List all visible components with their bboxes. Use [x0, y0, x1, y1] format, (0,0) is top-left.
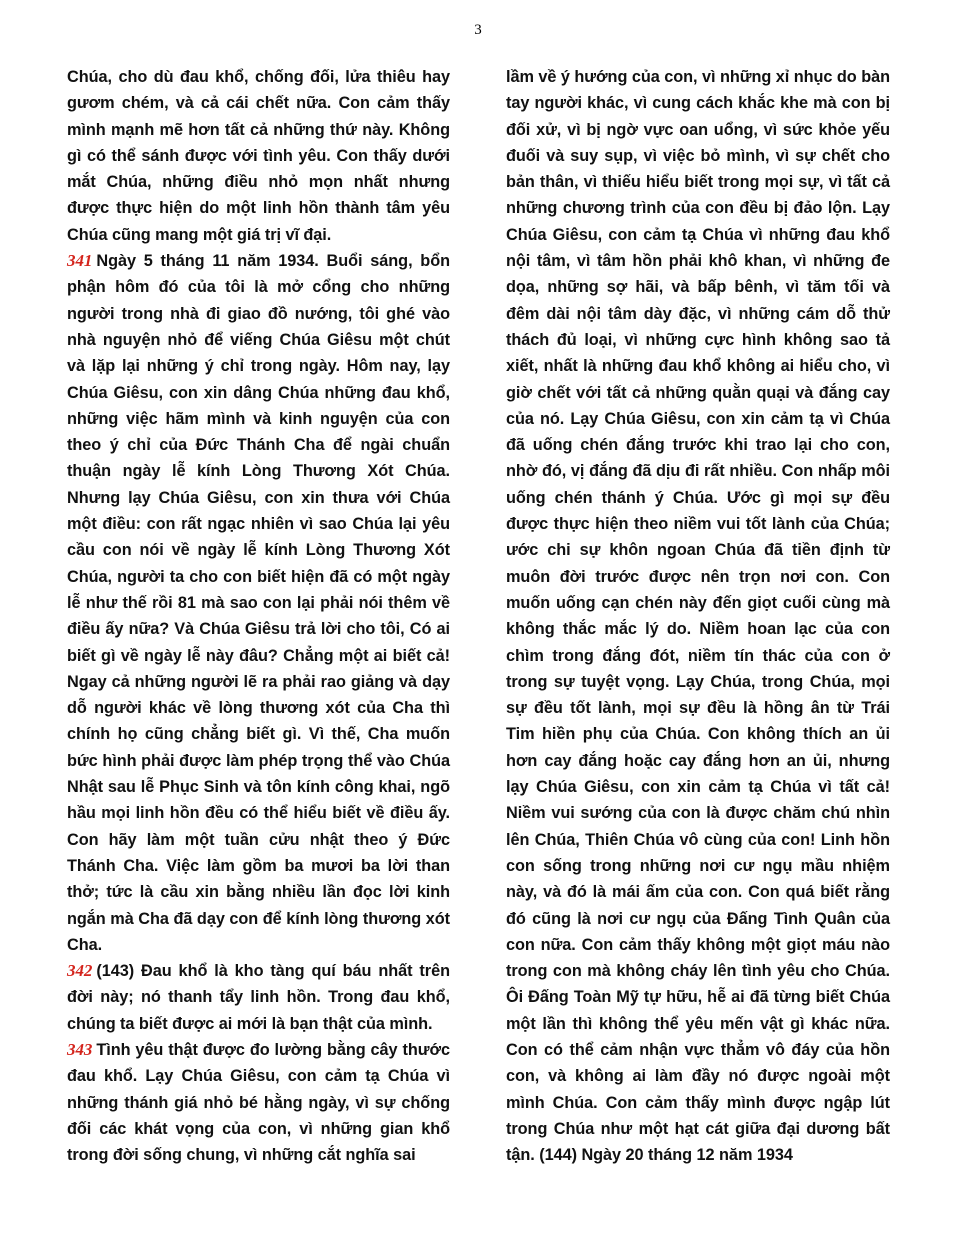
left-column [67, 64, 450, 1168]
paragraph-text: lầm về ý hướng của con, vì những xỉ nhục do bàn tay người khác, vì cung cách khắc khe mà con bị đối xử, vì bị ngờ vực oan uổng, vì sức khỏe yếu đuối và suy sụp, vì việc bỏ mình, vì sự chết cho bản thân, vì thiếu hiểu biết trong mọi sự, vì tất cả những chương trình của con đều bị đảo lộn. Lạy Chúa Giêsu, con cảm tạ Chúa vì những đau khổ nội tâm, vì tâm hồn phải khô khan, vì những đe dọa, những sợ hãi, và bấp bênh, vì tăm tối và đêm dài nội tâm dày đặc, vì những cám dỗ thử thách đủ loại, vì những cực hình không sao tả xiết, nhất là những đau khổ không ai hiểu cho, vì giờ chết với tất cả những quằn quại và đắng cay của nó. Lạy Chúa Giêsu, con xin cảm tạ vì Chúa đã uống chén đắng trước khi trao lại cho con, nhờ đó, vị đắng đã dịu đi rất nhiều. Con nhấp môi uống chén thánh ý Chúa. Ước gì mọi sự đều được thực hiện theo niềm vui tốt lành của Chúa; ước chi sự khôn ngoan Chúa đã tiền định từ muôn đời trước được nên trọn nơi con. Con muốn uống cạn chén này đến giọt cuối cùng mà không thắc mắc lý do. Niềm hoan lạc của con chìm trong đắng đót, niềm tín thác của con ở trong sự tuyệt vọng. Lạy Chúa, trong Chúa, mọi sự đều tốt lành, mọi sự đều là hồng ân từ Trái Tim hiền phụ của Chúa. Con không thích an ủi hơn cay đắng hoặc cay đắng hơn an ủi, nhưng lạy Chúa Giêsu, con xin cảm tạ Chúa vì tất cả! Niềm vui sướng của con là được chăm chú nhìn lên Chúa, Thiên Chúa vô cùng của con! Linh hồn con sống trong những nơi cư ngụ mầu nhiệm này, và đó là mái ấm của con. Con quá biết rằng đó cũng là nơi cư ngụ của Đấng Tình Quân của con nữa. Con cảm thấy không một giọt máu nào trong con mà không cháy lên tình yêu cho Chúa. Ôi Đấng Toàn Mỹ tự hữu, hễ ai đã từng biết Chúa một lần thì không thể yêu mến vật gì khác nữa. Con có thể cảm nhận vực thẳm vô đáy của hồn con, và không ai làm đầy nó được ngoài một mình Chúa. Con cảm thấy mình được ngập lút trong Chúa như một hạt cát giữa đại dương bất tận. (144) Ngày 20 tháng 12 năm 1934 [506, 68, 890, 1165]
paragraph-number: 341 [67, 251, 93, 271]
paragraph-342 [67, 958, 450, 1037]
paragraph-text: Ngày 5 tháng 11 năm 1934. Buổi sáng, bổn phận hôm đó của tôi là mở cổng cho những người trong nhà đi giao đồ nướng, tôi ghé vào nhà nguyện nhỏ để viếng Chúa Giêsu một chút và lặp lại những ý chỉ trong ngày. Hôm nay, lạy Chúa Giêsu, con xin dâng Chúa những đau khổ, những việc hãm mình và kinh nguyện của con theo ý chỉ của Đức Thánh Cha để ngài chuẩn thuận ngày lễ kính Lòng Thương Xót Chúa. Nhưng lạy Chúa Giêsu, con xin thưa với Chúa một điều: con rất ngạc nhiên vì sao Chúa lại yêu cầu con nói về ngày lễ kính Lòng Thương Xót Chúa, người ta cho con biết hiện đã có một ngày lễ như thế rồi 81 mà sao con lại phải nói thêm về điều ấy nữa? Và Chúa Giêsu trả lời cho tôi, Có ai biết gì về ngày lễ này đâu? Chẳng một ai biết cả! Ngay cả những người lẽ ra phải rao giảng và dạy dỗ người khác về lòng thương xót của Cha thì chính họ cũng chẳng biết gì. Vì thế, Cha muốn bức hình phải được làm phép trọng thể vào Chúa Nhật sau lễ Phục Sinh và tôn kính công khai, ngõ hầu mọi linh hồn đều có thể hiểu biết về điều ấy. Con hãy làm một tuần cửu nhật theo ý Đức Thánh Cha. Việc làm gồm ba mươi ba lời than thở; tức là cầu xin bằng nhiều lần đọc lời kinh ngắn mà Cha đã dạy con để kính lòng thương xót Cha. [67, 252, 450, 954]
right-column [506, 64, 890, 1168]
paragraph-text: Chúa, cho dù đau khổ, chống đối, lửa thiêu hay gươm chém, và cả cái chết nữa. Con cảm thấy mình mạnh mẽ hơn tất cả những thứ này. Không gì có thể sánh được với tình yêu. Con thấy dưới mắt Chúa, những điều nhỏ mọn nhất nhưng được thực hiện do một linh hồn thành tâm yêu Chúa cũng mang một giá trị vĩ đại. [67, 68, 450, 244]
paragraph-number: 343 [67, 1039, 93, 1059]
paragraph-343 [67, 1037, 450, 1168]
page-number: 3 [474, 22, 482, 38]
paragraph-343-continued [506, 64, 890, 1168]
paragraph-341 [67, 248, 450, 958]
paragraph-text: Tình yêu thật được đo lường bằng cây thước đau khổ. Lạy Chúa Giêsu, con cảm tạ Chúa vì những thánh giá nhỏ bé hằng ngày, vì sự chống đối các khát vọng của con, vì những gian khổ trong đời sống chung, vì những cắt nghĩa sai [67, 1040, 450, 1165]
paragraph-text: (143) Đau khổ là kho tàng quí báu nhất trên đời này; nó thanh tẩy linh hồn. Trong đau khổ, chúng ta biết được ai mới là bạn thật của mình. [67, 962, 450, 1033]
paragraph-number: 342 [67, 961, 93, 981]
paragraph-continued [67, 64, 450, 248]
